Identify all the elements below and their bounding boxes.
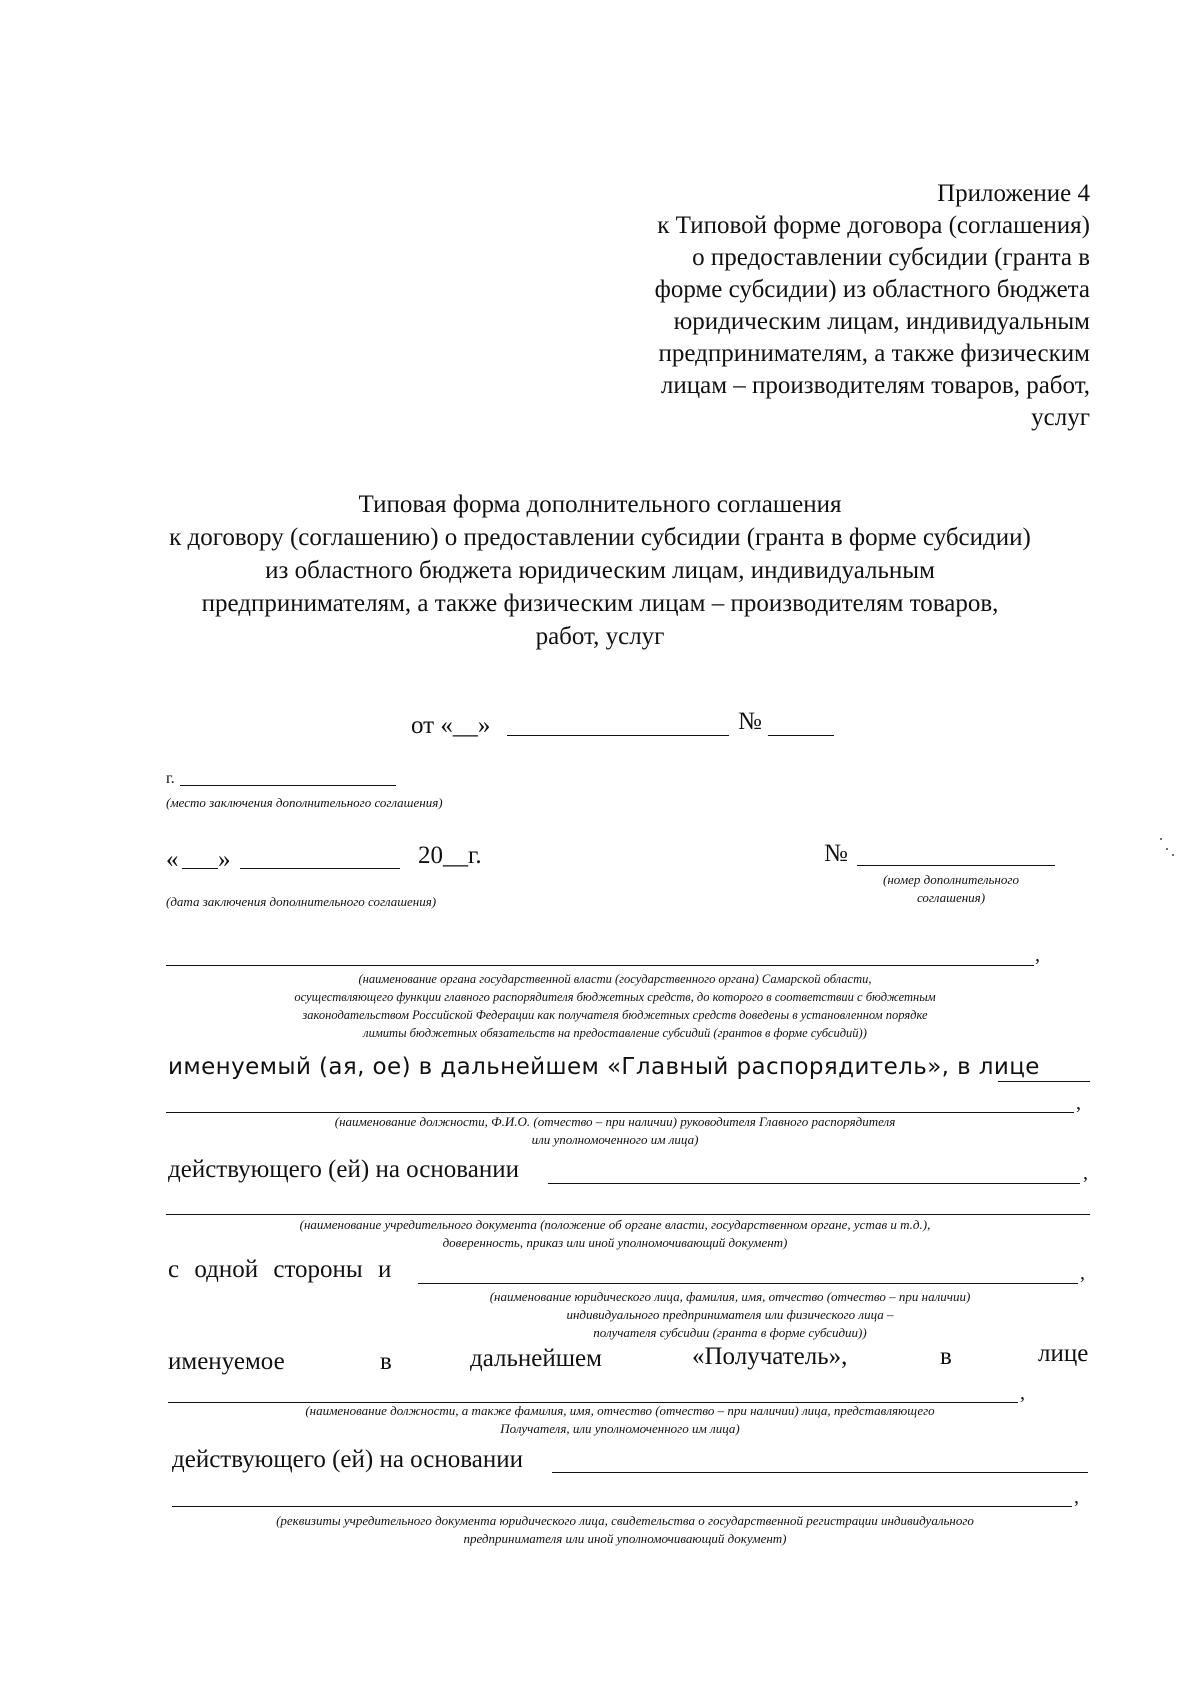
document-title xyxy=(130,488,1070,653)
comma: , xyxy=(1080,1262,1085,1284)
agreement-number-blank[interactable] xyxy=(857,865,1055,866)
appendix-line: о предоставлении субсидии (гранта в xyxy=(692,244,1090,271)
note-line: лимиты бюджетных обязательств на предоставление субсидий (грантов в форме субсидий)) xyxy=(363,1026,867,1040)
recipient-named-word: «Получатель», xyxy=(692,1343,848,1370)
comma: , xyxy=(1083,1162,1088,1184)
title-line: из областного бюджета юридическим лицам, индивидуальным xyxy=(265,557,935,584)
note-line: индивидуального предпринимателя или физического лица – xyxy=(566,1307,894,1322)
note-line: получателя субсидии (гранта в форме субсидии)) xyxy=(593,1325,867,1340)
scan-speck xyxy=(1160,838,1162,840)
comma: , xyxy=(1074,1486,1079,1508)
ref-date-label: от «__» xyxy=(411,712,491,739)
recipient-note xyxy=(400,1288,1060,1342)
title-line: работ, услуг xyxy=(535,623,665,650)
note-line: (реквизиты учредительного документа юридического лица, свидетельства о государственной регистрации индивидуального xyxy=(276,1513,974,1528)
note-line: осуществляющего функции главного распорядителя бюджетных средств, до которого в соответствии с бюджетным xyxy=(294,990,936,1004)
authority-note xyxy=(150,970,1080,1042)
appendix-line: форме субсидии) из областного бюджета xyxy=(654,276,1090,303)
comma: , xyxy=(1020,1382,1025,1404)
recipient-named-word: именуемое xyxy=(168,1348,285,1375)
place-note: (место заключения дополнительного соглашения) xyxy=(166,795,443,810)
recipient-rep-note xyxy=(160,1402,1080,1438)
note-line: доверенность, приказ или иной уполномочивающий документ) xyxy=(442,1235,788,1250)
chief-manager-basis-blank[interactable] xyxy=(548,1183,1080,1184)
appendix-line: юридическим лицам, индивидуальным xyxy=(673,308,1090,335)
chief-manager-acting-text: действующего (ей) на основании xyxy=(168,1156,519,1183)
recipient-named-word: лице xyxy=(1038,1340,1089,1367)
note-line: (наименование органа государственной власти (государственного органа) Самарской области, xyxy=(358,972,872,986)
recipient-doc-blank[interactable] xyxy=(172,1506,1072,1507)
date-note: (дата заключения дополнительного соглашения) xyxy=(166,894,437,909)
recipient-basis-blank[interactable] xyxy=(552,1472,1088,1473)
note-line: (номер дополнительного xyxy=(883,872,1019,887)
date-month-blank[interactable] xyxy=(240,868,400,869)
other-side-text: с одной стороны и xyxy=(168,1256,392,1283)
authority-name-blank[interactable] xyxy=(166,965,1034,966)
ref-number-blank[interactable] xyxy=(768,735,834,736)
ref-number-sign: № xyxy=(738,708,762,735)
note-line: (наименование учредительного документа (положение об органе власти, государственном органе, устав и т.д.), xyxy=(299,1217,931,1232)
note-line: соглашения) xyxy=(916,890,986,905)
place-prefix: г. xyxy=(166,770,175,787)
chief-manager-rep-note xyxy=(150,1113,1080,1149)
date-close-quote: » xyxy=(218,846,231,873)
title-line: Типовая форма дополнительного соглашения xyxy=(358,491,842,518)
recipient-named-word: в xyxy=(940,1343,952,1370)
recipient-doc-note xyxy=(160,1512,1090,1548)
appendix-header xyxy=(570,178,1090,434)
place-blank[interactable] xyxy=(180,785,396,786)
title-line: к договору (соглашению) о предоставлении субсидии (гранта в форме субсидии) xyxy=(169,524,1031,551)
recipient-named-word: дальнейшем xyxy=(470,1345,602,1372)
note-line: (наименование юридического лица, фамилия, имя, отчество (отчество – при наличии) xyxy=(489,1289,971,1304)
note-line: или уполномоченного им лица) xyxy=(531,1132,699,1147)
date-open-quote: « xyxy=(166,846,179,873)
scan-speck xyxy=(1172,854,1174,856)
note-line: (наименование должности, Ф.И.О. (отчество – при наличии) руководителя Главного распорядителя xyxy=(334,1114,896,1129)
appendix-line: услуг xyxy=(1031,404,1090,431)
recipient-named-word: в xyxy=(380,1348,392,1375)
agreement-number-note xyxy=(846,871,1056,907)
chief-manager-doc-note xyxy=(150,1216,1080,1252)
chief-manager-named-text: именуемый (ая, ое) в дальнейшем «Главный распорядитель», в лице xyxy=(168,1054,1040,1080)
date-year: 20__г. xyxy=(418,842,482,869)
ref-date-blank[interactable] xyxy=(507,735,729,736)
note-line: Получателя, или уполномоченного им лица) xyxy=(500,1421,740,1436)
note-line: предпринимателя или иной уполномочивающий документ) xyxy=(463,1531,787,1546)
appendix-line: лицам – производителям товаров, работ, xyxy=(660,372,1090,399)
recipient-name-blank[interactable] xyxy=(418,1283,1078,1284)
agreement-number-sign: № xyxy=(824,840,848,867)
comma: , xyxy=(1035,944,1040,966)
appendix-line: предпринимателям, а также физическим xyxy=(658,340,1090,367)
recipient-acting-text: действующего (ей) на основании xyxy=(172,1446,523,1473)
date-day-blank[interactable] xyxy=(182,868,218,869)
note-line: (наименование должности, а также фамилия, имя, отчество (отчество – при наличии) лица, представляющего xyxy=(305,1403,935,1418)
note-line: законодательством Российской Федерации как получателя бюджетных средств доведены в установленном порядке xyxy=(302,1008,928,1022)
appendix-line: к Типовой форме договора (соглашения) xyxy=(657,212,1090,239)
comma: , xyxy=(1076,1092,1081,1114)
chief-manager-rep-blank-start[interactable] xyxy=(998,1081,1090,1082)
scan-speck xyxy=(1166,848,1168,850)
title-line: предпринимателям, а также физическим лицам – производителям товаров, xyxy=(201,590,999,617)
chief-manager-doc-blank[interactable] xyxy=(166,1214,1090,1215)
appendix-line: Приложение 4 xyxy=(937,180,1090,207)
